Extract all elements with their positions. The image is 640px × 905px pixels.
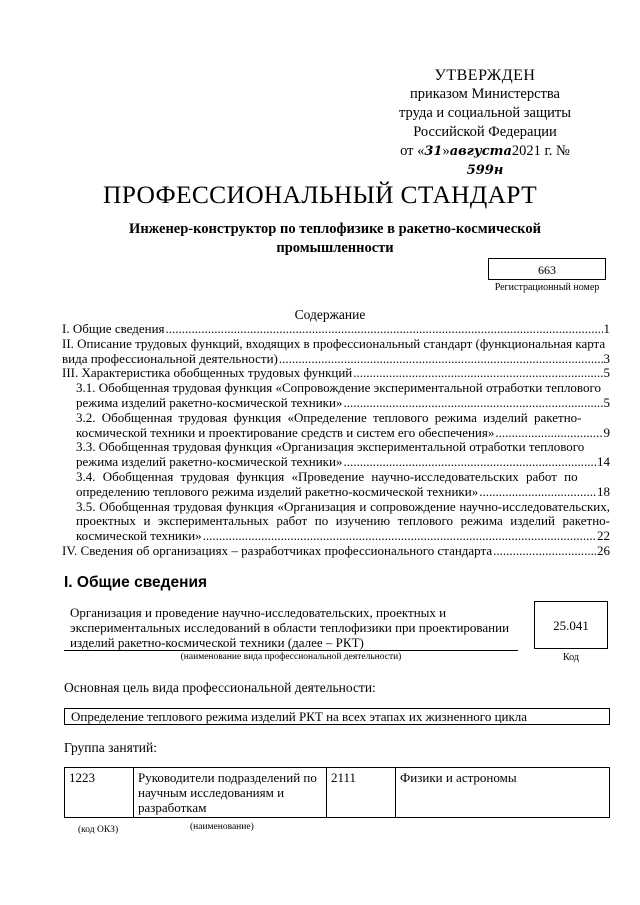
toc-item[interactable] bbox=[62, 440, 610, 470]
toc-item-page: 1 bbox=[603, 321, 610, 336]
approval-title: УТВЕРЖДЕН bbox=[434, 67, 536, 84]
order-number: 599н bbox=[466, 163, 504, 178]
toc-item[interactable] bbox=[62, 337, 610, 367]
toc-item-text: I. Общие сведения bbox=[62, 321, 165, 336]
document-title: ПРОФЕССИОНАЛЬНЫЙ СТАНДАРТ bbox=[103, 180, 537, 209]
toc-item-text: космической техники и проектирование средств и систем его обеспечения» bbox=[76, 424, 495, 440]
toc-item-lead: II. Описание трудовых функций, входящих в профессиональный стандарт (функциональная карта bbox=[62, 335, 606, 351]
toc-item[interactable] bbox=[62, 322, 610, 337]
toc-item-text: определению теплового режима изделий ракетно-космической техники» bbox=[76, 483, 479, 499]
toc-item-page: 22 bbox=[597, 528, 610, 544]
toc-item-lead: 3.1. Обобщенная трудовая функция «Сопровождение экспериментальной отработки теплового bbox=[76, 380, 601, 396]
toc-item-lead: 3.5. Обобщенная трудовая функция «Организация и сопровождение научно-исследовательских, проектных и экспериментальных работ по изучению теплового режима изделий ракетно- bbox=[76, 498, 610, 529]
approval-line: труда и социальной защиты bbox=[399, 105, 571, 121]
toc-item-page: 3 bbox=[603, 350, 610, 366]
registration-number: 663 bbox=[488, 258, 606, 280]
toc-heading: Содержание bbox=[294, 307, 366, 322]
goal-value: Определение теплового режима изделий РКТ на всех этапах их жизненного цикла bbox=[64, 708, 610, 725]
table-row bbox=[65, 768, 610, 818]
toc-item[interactable] bbox=[62, 366, 610, 381]
group-code: 2111 bbox=[327, 768, 396, 818]
toc-item-page: 26 bbox=[597, 542, 610, 558]
toc-item[interactable] bbox=[62, 470, 610, 500]
section-heading: I. Общие сведения bbox=[64, 574, 208, 591]
toc-item-text: вида профессиональной деятельности) bbox=[62, 350, 278, 366]
toc-item-text: космической техники» bbox=[76, 528, 202, 544]
date-prefix: от « bbox=[400, 143, 425, 159]
date-month: августа bbox=[449, 144, 512, 159]
group-label: Группа занятий: bbox=[64, 740, 157, 755]
toc-item[interactable] bbox=[62, 381, 610, 411]
group-code: 1223 bbox=[65, 768, 134, 818]
toc-item[interactable] bbox=[62, 544, 610, 559]
group-code-caption: (код ОКЗ) bbox=[78, 825, 119, 835]
toc-item-text: IV. Сведения об организациях – разработчиках профессионального стандарта bbox=[62, 542, 493, 558]
activity-kind: Организация и проведение научно-исследовательских, проектных и экспериментальных исследований в области теплофизики при проектировании изделий ракетно-космической техники (далее – РКТ) bbox=[70, 605, 510, 650]
approval-date bbox=[380, 142, 590, 180]
activity-code: 25.041 bbox=[534, 601, 608, 649]
activity-caption: (наименование вида профессиональной деятельности) bbox=[180, 652, 402, 662]
approval-line: приказом Министерства bbox=[410, 86, 560, 102]
table-of-contents bbox=[62, 322, 610, 559]
approval-line: Российской Федерации bbox=[413, 124, 557, 140]
toc-item-text: режима изделий ракетно-космической техники» bbox=[76, 394, 343, 410]
activity-underline bbox=[64, 650, 518, 651]
toc-item-text: режима изделий ракетно-космической техники» bbox=[76, 454, 343, 470]
toc-item-lead: 3.4. Обобщенная трудовая функция «Проведение научно-исследовательских работ по bbox=[76, 468, 578, 484]
registration-label: Регистрационный номер bbox=[494, 282, 600, 293]
date-mid: » bbox=[442, 143, 450, 159]
toc-item[interactable] bbox=[62, 411, 610, 441]
toc-item-page: 5 bbox=[603, 394, 610, 410]
toc-item-page: 9 bbox=[603, 424, 610, 440]
toc-item[interactable] bbox=[62, 500, 610, 544]
toc-item-lead: 3.3. Обобщенная трудовая функция «Организация экспериментальной отработки теплового bbox=[76, 439, 585, 455]
group-name: Физики и астрономы bbox=[396, 768, 610, 818]
date-day: 31 bbox=[424, 144, 443, 159]
document-subtitle: Инженер-конструктор по теплофизике в ракетно-космической промышленности bbox=[129, 221, 541, 256]
group-name-caption: (наименование) bbox=[190, 822, 254, 832]
toc-item-page: 18 bbox=[597, 483, 610, 499]
group-name: Руководители подразделений по научным исследованиям и разработкам bbox=[134, 768, 327, 818]
toc-item-lead: 3.2. Обобщенная трудовая функция «Определение теплового режима изделий ракетно- bbox=[76, 409, 582, 425]
approval-block bbox=[380, 66, 590, 180]
toc-item-page: 14 bbox=[597, 454, 610, 470]
toc-item-text: III. Характеристика обобщенных трудовых функций bbox=[62, 365, 353, 381]
code-caption: Код bbox=[563, 652, 579, 663]
date-year: 2021 г. № bbox=[511, 143, 570, 159]
occupation-group-table bbox=[64, 767, 610, 818]
toc-item-page: 5 bbox=[603, 365, 610, 381]
goal-label: Основная цель вида профессиональной деятельности: bbox=[64, 680, 376, 695]
